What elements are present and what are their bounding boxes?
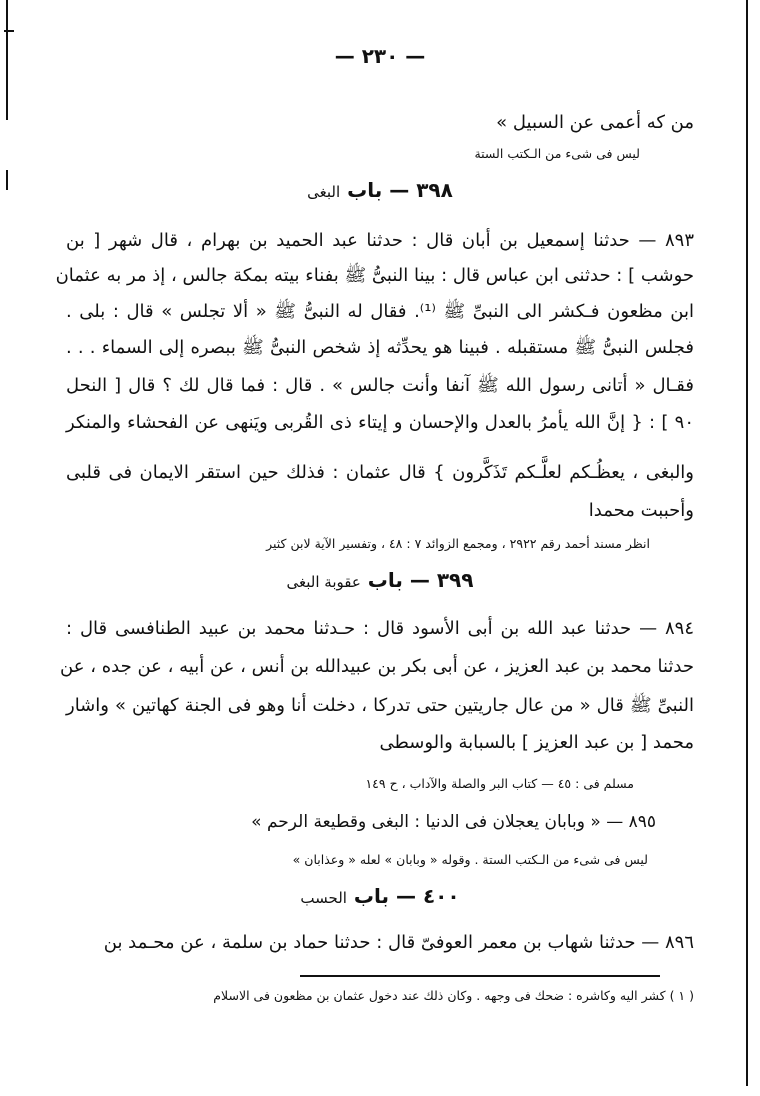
chapter-heading-title: البغى <box>307 183 341 201</box>
hadith-893-line: ابن مظعون فـكشر الى النبىِّ ﷺ ⁽¹⁾. فقال له النبىُّ ﷺ « ألا تجلس » قال : بلى . <box>66 301 695 322</box>
left-binding-mark <box>4 30 14 32</box>
hadith-894-line: ٨٩٤ — حدثنا عبد الله بن أبى الأسود قال : حـدثنا محمد بن عبيد الطنافسى قال : <box>66 618 694 639</box>
footnote-divider <box>300 975 660 977</box>
hadith-893-line: ٩٠ ] : { إنَّ الله يأمرُ بالعدل والإحسان و إيتاء ذى القُربى ويَنهى عن الفحشاء والمنكر <box>66 412 694 433</box>
page-number: — ٢٣٠ — <box>334 44 426 68</box>
hadith-894-line: محمد [ بن عبد العزيز ] بالسبابة والوسطى <box>379 732 694 753</box>
chapter-heading-399 <box>0 568 760 592</box>
hadith-893-line: فجلس النبىُّ ﷺ مستقبله . فبينا هو يحدِّثه إذ شخص النبىُّ ﷺ ببصره إلى السماء . . . <box>66 337 694 358</box>
intro-note: ليس فى شىء من الـكتب الستة <box>474 146 640 161</box>
intro-line: من كه أعمى عن السبيل » <box>496 112 694 133</box>
chapter-heading-400 <box>0 884 760 908</box>
chapter-heading-number: ٤٠٠ — باب <box>353 884 460 908</box>
hadith-894-line: النبىِّ ﷺ قال « من عال جاريتين حتى تدركا ، دخلت أنا وهو فى الجنة كهاتين » واشار <box>66 695 694 716</box>
chapter-heading-number: ٣٩٨ — باب <box>347 178 453 202</box>
source-note-894: مسلم فى : ٤٥ — كتاب البر والصلة والآداب ، ح ١٤٩ <box>365 776 634 791</box>
footnote: ( ١ ) كشر اليه وكاشره : ضحك فى وجهه . وكان ذلك عند دخول عثمان بن مظعون فى الاسلام <box>213 988 694 1003</box>
source-note-893: انظر مسند أحمد رقم ٢٩٢٢ ، ومجمع الزوائد ٧ : ٤٨ ، وتفسير الآية لابن كثير <box>266 536 650 551</box>
chapter-heading-title: الحسب <box>300 889 347 907</box>
hadith-893-line: حوشب ] : حدثنى ابن عباس قال : بينا النبىُّ ﷺ بفناء بيته بمكة جالس ، إذ مر به عثمان <box>55 265 694 286</box>
hadith-893-line: وأحببت محمدا <box>588 500 694 521</box>
hadith-895-line: ٨٩٥ — « وبابان يعجلان فى الدنيا : البغى وقطيعة الرحم » <box>251 812 656 832</box>
chapter-heading-title: عقوبة البغى <box>286 573 361 591</box>
hadith-894-line: حدثنا محمد بن عبد العزيز ، عن أبى بكر بن عبيدالله بن أنس ، عن أبيه ، عن جده ، عن <box>60 656 694 677</box>
chapter-heading-398 <box>0 178 760 202</box>
chapter-heading-number: ٣٩٩ — باب <box>367 568 474 592</box>
source-note-895: ليس فى شىء من الـكتب الستة . وقوله « وبابان » لعله « وعذابان » <box>292 852 648 867</box>
hadith-893-line: ٨٩٣ — حدثنا إسمعيل بن أبان قال : حدثنا عبد الحميد بن بهرام ، قال شهر [ بن <box>66 230 694 251</box>
hadith-896-line: ٨٩٦ — حدثنا شهاب بن معمر العوفىّ قال : حدثنا حماد بن سلمة ، عن محـمد بن <box>103 932 694 953</box>
right-scan-edge <box>746 0 748 1086</box>
hadith-893-line: فقـال « أتانى رسول الله ﷺ آنفا وأنت جالس » . قال : فما قال لك ؟ قال [ النحل <box>66 375 694 396</box>
hadith-893-line: والبغى ، يعظُـكم لعلَّـكم تَذَكَّرون } قال عثمان : فذلك حين استقر الايمان فى قلبى <box>66 462 694 483</box>
